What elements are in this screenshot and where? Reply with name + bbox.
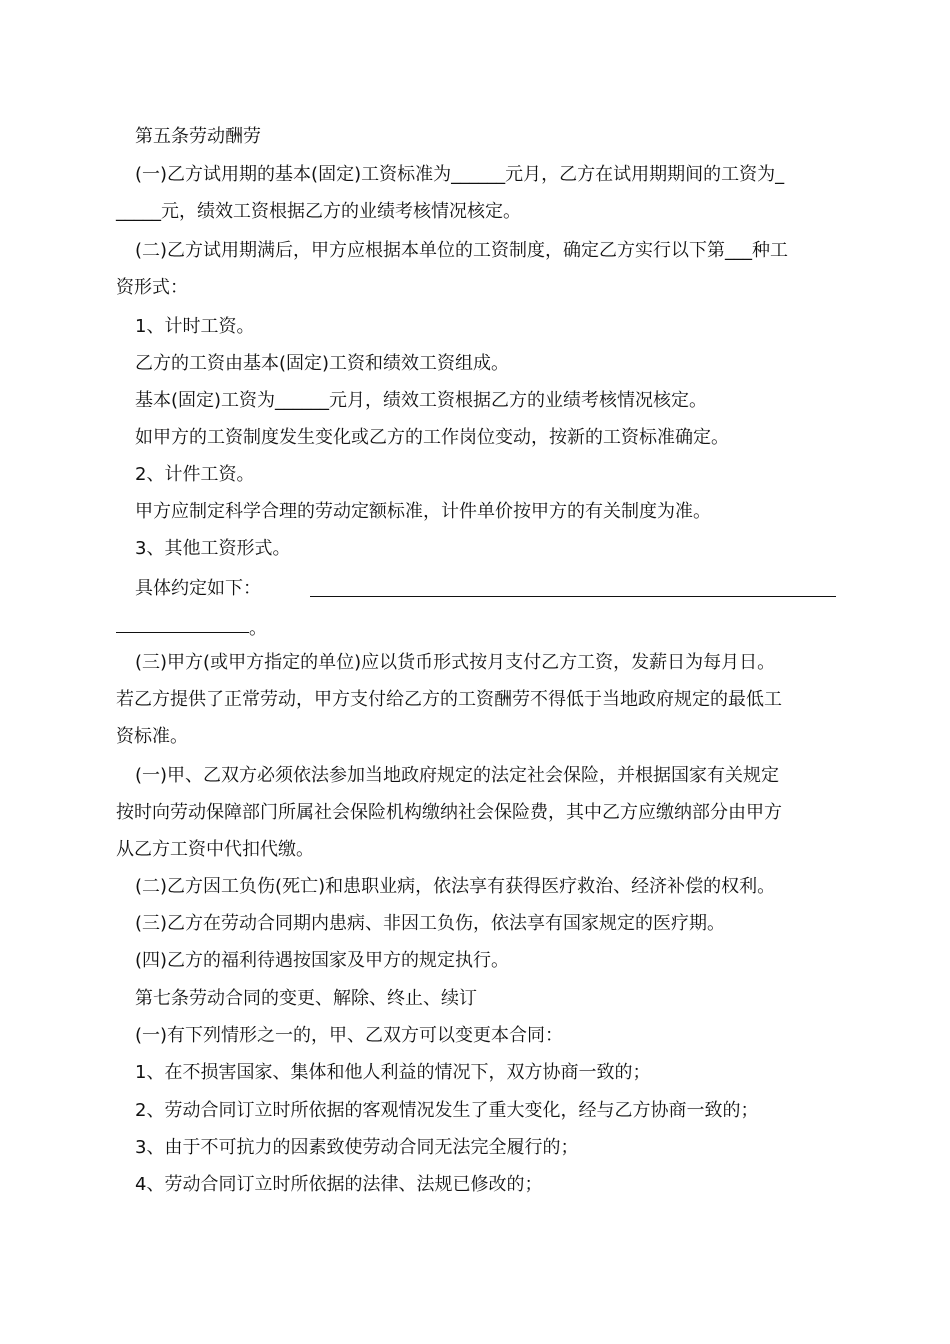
social-3: (三)乙方在劳动合同期内患病、非因工负伤，依法享有国家规定的医疗期。 — [135, 913, 726, 934]
social-1-line-1: (一)甲、乙双方必须依法参加当地政府规定的法定社会保险，并根据国家有关规定 — [135, 765, 780, 786]
paragraph-2-line-2: 资形式： — [116, 277, 188, 298]
paragraph-3-line-2: 若乙方提供了正常劳动，甲方支付给乙方的工资酬劳不得低于当地政府规定的最低工 — [116, 689, 782, 710]
item-2-title: 2、计件工资。 — [135, 464, 255, 485]
article-7-item-4: 4、劳动合同订立时所依据的法律、法规已修改的； — [135, 1174, 543, 1195]
article-7-intro: (一)有下列情形之一的，甲、乙双方可以变更本合同： — [135, 1025, 564, 1046]
social-2: (二)乙方因工负伤(死亡)和患职业病，依法享有获得医疗救治、经济补偿的权利。 — [135, 876, 776, 897]
item-3-desc: 具体约定如下： — [135, 578, 261, 599]
social-1-line-2: 按时向劳动保障部门所属社会保险机构缴纳社会保险费，其中乙方应缴纳部分由甲方 — [116, 802, 782, 823]
article-7-title: 第七条劳动合同的变更、解除、终止、续订 — [135, 988, 477, 1009]
item-1-desc-1: 乙方的工资由基本(固定)工资和绩效工资组成。 — [135, 353, 510, 374]
social-4: (四)乙方的福利待遇按国家及甲方的规定执行。 — [135, 950, 510, 971]
item-2-desc: 甲方应制定科学合理的劳动定额标准，计件单价按甲方的有关制度为准。 — [135, 501, 711, 522]
article-7-item-2: 2、劳动合同订立时所依据的客观情况发生了重大变化，经与乙方协商一致的； — [135, 1100, 759, 1121]
item-1-title: 1、计时工资。 — [135, 316, 255, 337]
paragraph-1-line-1: (一)乙方试用期的基本(固定)工资标准为______元月，乙方在试用期期间的工资为_ — [135, 164, 785, 185]
item-1-desc-2: 基本(固定)工资为______元月，绩效工资根据乙方的业绩考核情况核定。 — [135, 390, 708, 411]
item-3-end-period: 。 — [249, 618, 267, 639]
paragraph-3-line-3: 资标准。 — [116, 726, 188, 747]
item-1-desc-3: 如甲方的工资制度发生变化或乙方的工作岗位变动，按新的工资标准确定。 — [135, 427, 729, 448]
article-5-title: 第五条劳动酬劳 — [135, 126, 261, 147]
blank-line-long — [310, 596, 836, 597]
social-1-line-3: 从乙方工资中代扣代缴。 — [116, 839, 314, 860]
blank-line-short — [116, 632, 249, 633]
article-7-item-3: 3、由于不可抗力的因素致使劳动合同无法完全履行的； — [135, 1137, 579, 1158]
item-3-title: 3、其他工资形式。 — [135, 538, 291, 559]
paragraph-1-line-2: _____元，绩效工资根据乙方的业绩考核情况核定。 — [116, 201, 521, 222]
article-7-item-1: 1、在不损害国家、集体和他人利益的情况下，双方协商一致的； — [135, 1062, 651, 1083]
paragraph-2-line-1: (二)乙方试用期满后，甲方应根据本单位的工资制度，确定乙方实行以下第___种工 — [135, 240, 789, 261]
paragraph-3-line-1: (三)甲方(或甲方指定的单位)应以货币形式按月支付乙方工资，发薪日为每月日。 — [135, 652, 776, 673]
